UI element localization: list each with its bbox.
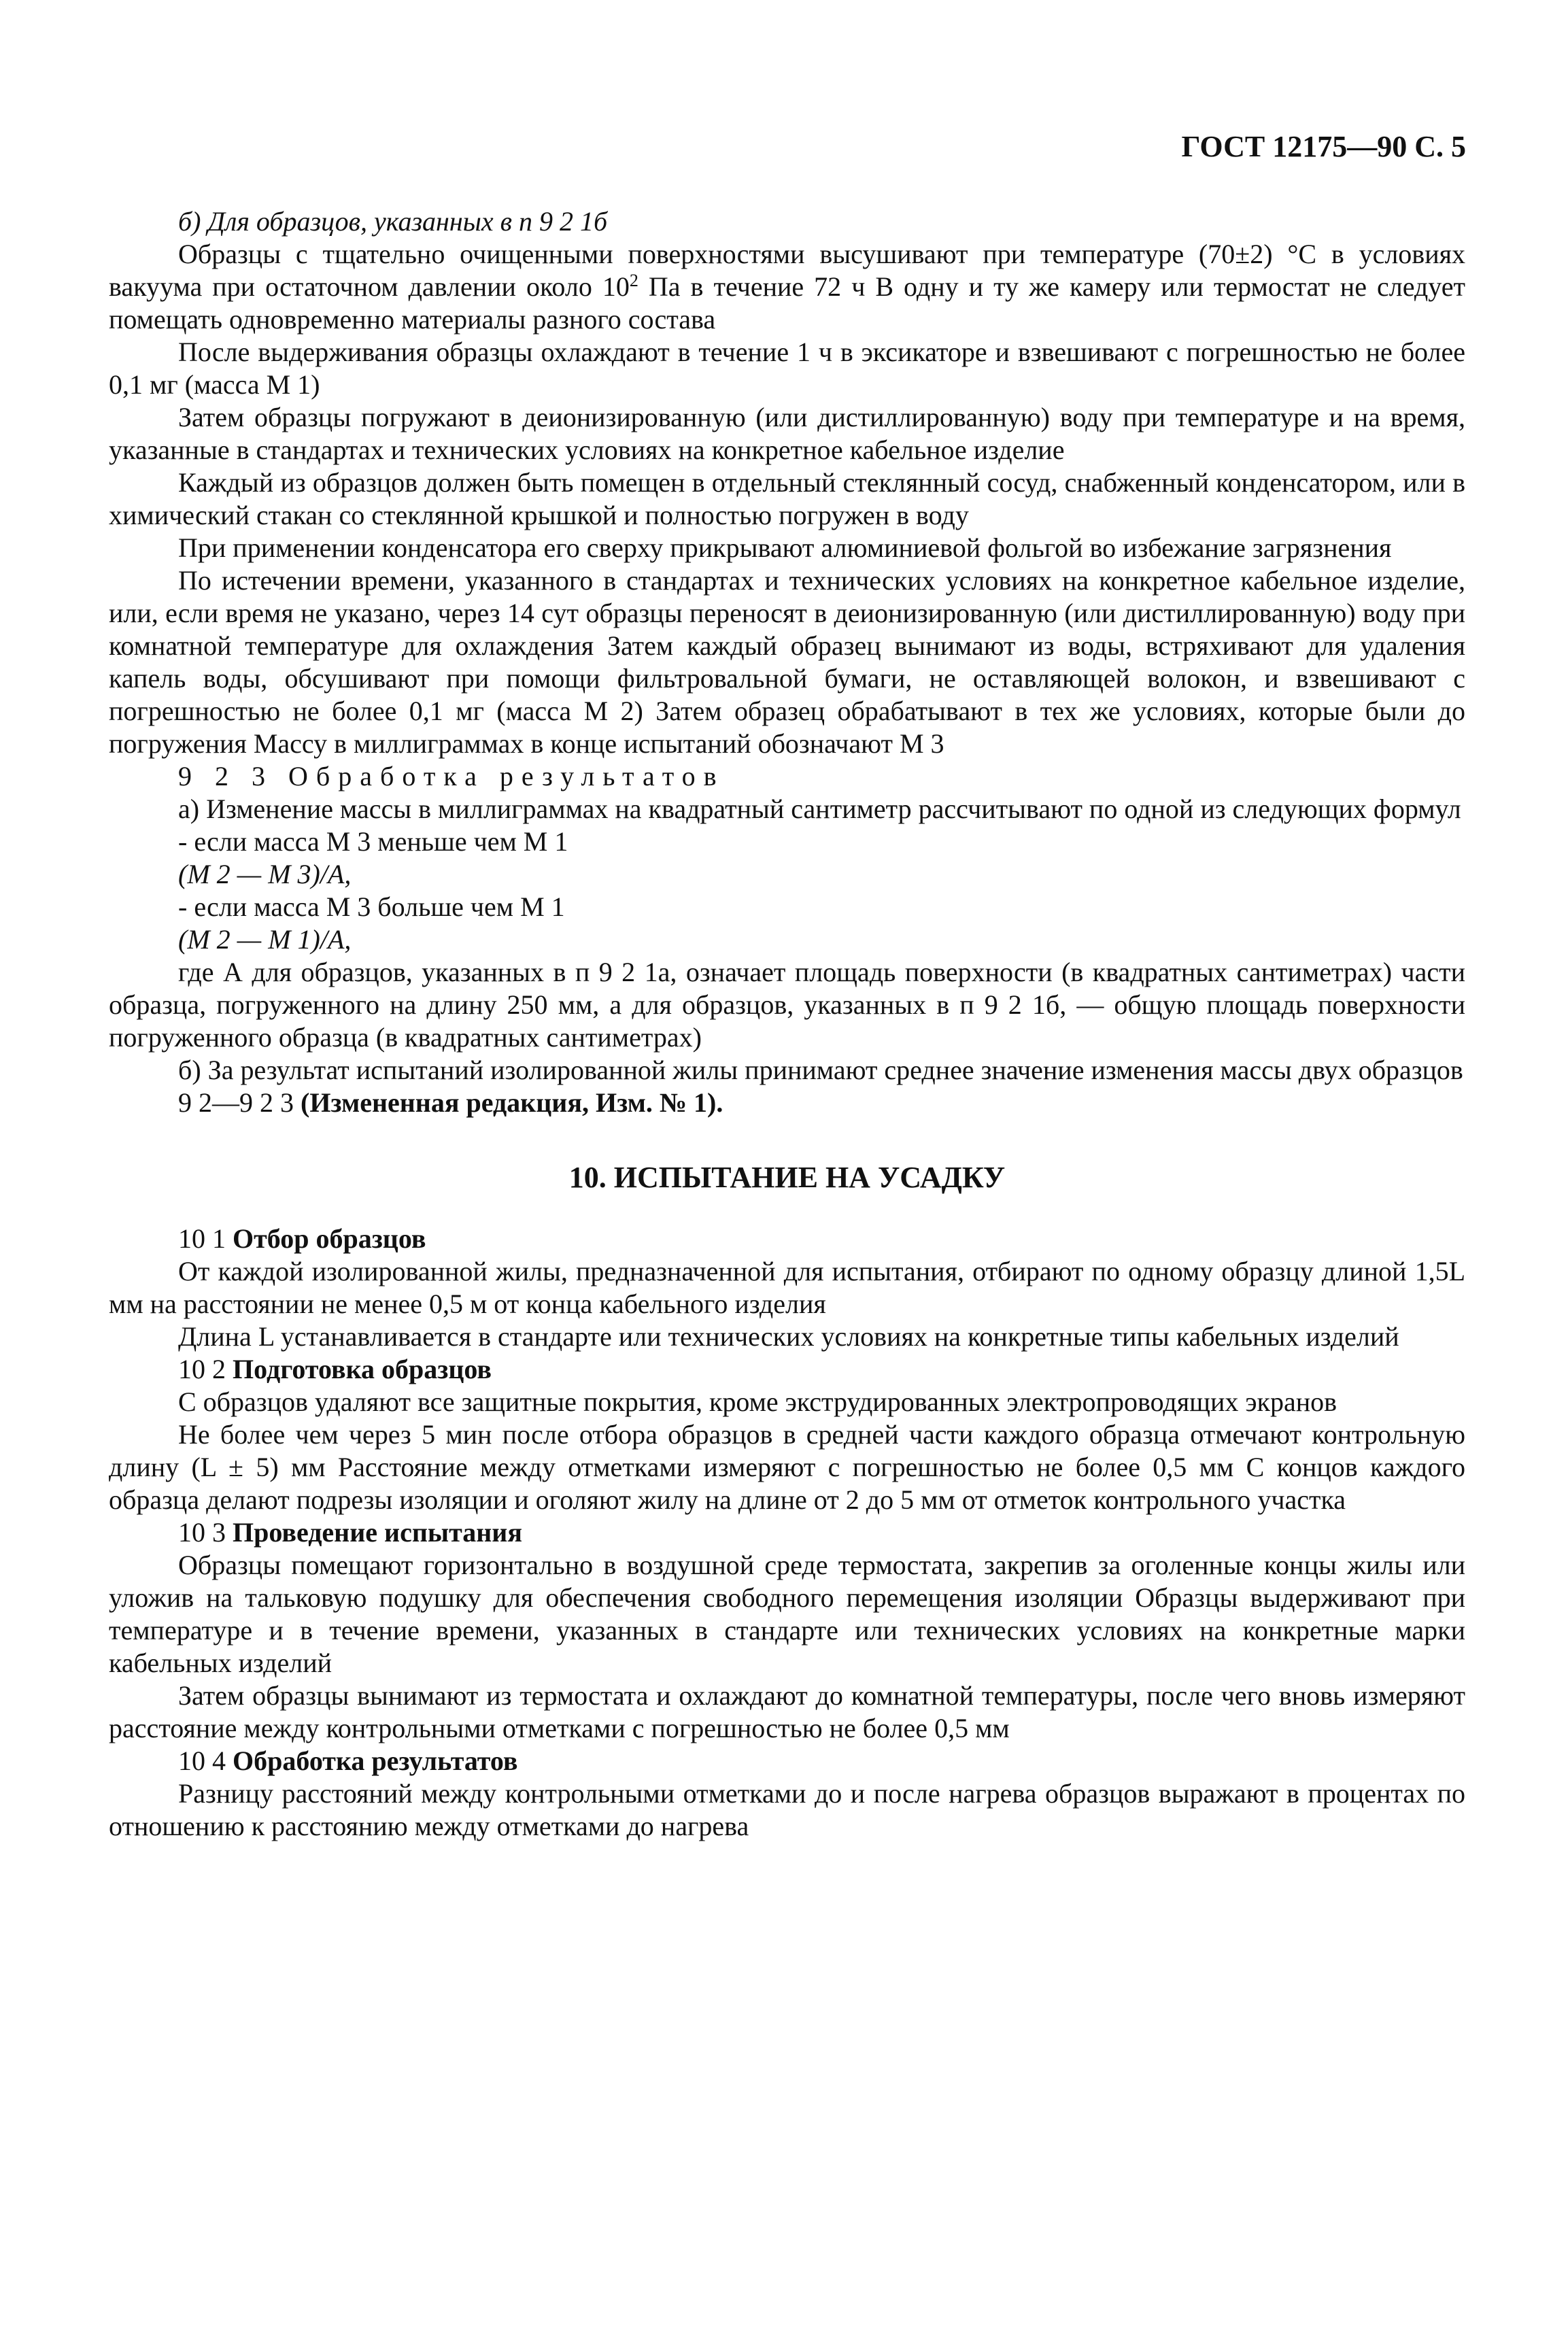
paragraph: Затем образцы погружают в деионизированную (или дистиллированную) воду при температуре и на время, указанные в стандартах и технических условиях на конкретное кабельное изделие: [109, 402, 1465, 465]
section-heading: Подготовка образцов: [233, 1354, 492, 1384]
edit-note: [109, 1087, 1465, 1119]
formula-1: (М 2 — М 3)/А,: [178, 859, 352, 889]
edit-number: 9 2—9 2 3: [178, 1087, 301, 1118]
paragraph: Не более чем через 5 мин после отбора образцов в средней части каждого образца отмечают контрольную длину (L ± 5) мм Расстояние между отметками измеряют с погрешностью не более 0,5 мм С концов каждого образца делают подрезы изоляции и оголяют жилу на длине от 2 до 5 мм от отметок контрольного участка: [109, 1419, 1465, 1515]
page-header: ГОСТ 12175—90 С. 5: [1181, 130, 1466, 163]
section-number: 10 3: [178, 1517, 233, 1548]
section-heading: Отбор образцов: [233, 1223, 426, 1254]
subsection-heading-101: [109, 1223, 1465, 1255]
subsection-heading-103: [109, 1516, 1465, 1549]
document-body: [109, 205, 1465, 1843]
subsection-b-title: б) Для образцов, указанных в п 9 2 1б: [178, 206, 608, 237]
section-number: 10 1: [178, 1223, 233, 1254]
paragraph: После выдерживания образцы охлаждают в течение 1 ч в эксикаторе и взвешивают с погрешностью не более 0,1 мг (масса М 1): [109, 337, 1465, 400]
paragraph: б) За результат испытаний изолированной жилы принимают среднее значение изменения массы двух образцов: [178, 1055, 1463, 1085]
paragraph: [109, 238, 1465, 336]
paragraph: где А для образцов, указанных в п 9 2 1а, означает площадь поверхности (в квадратных сантиметрах) части образца, погруженного на длину 250 мм, а для образцов, указанных в п 9 2 1б, — общую площадь поверхности погруженного образца (в квадратных сантиметрах): [109, 957, 1465, 1053]
paragraph: Затем образцы вынимают из термостата и охлаждают до комнатной температуры, после чего вновь измеряют расстояние между контрольными отметками с погрешностью не более 0,5 мм: [109, 1680, 1465, 1743]
paragraph: Длина L устанавливается в стандарте или технических условиях на конкретные типы кабельных изделий: [178, 1321, 1399, 1352]
text: Образцы с тщательно очищенными поверхностями высушивают при температуре (70±2) °С в условиях вакуума при остаточном давлении около 10: [109, 239, 1465, 302]
subsection-heading-923: 9 2 3 Обработка результатов: [178, 761, 725, 791]
section-number: 10 2: [178, 1354, 233, 1384]
section-heading: Обработка результатов: [233, 1745, 518, 1776]
subsection-heading-104: [109, 1745, 1465, 1777]
paragraph: С образцов удаляют все защитные покрытия, кроме экструдированных электропроводящих экранов: [178, 1386, 1337, 1417]
subsection-heading-102: [109, 1353, 1465, 1386]
section-heading: Проведение испытания: [233, 1517, 522, 1548]
formula-2: (М 2 — М 1)/А,: [178, 924, 352, 955]
section-number: 10 4: [178, 1745, 233, 1776]
edit-label: (Измененная редакция, Изм. № 1).: [301, 1087, 723, 1118]
section-10-title: 10. ИСПЫТАНИЕ НА УСАДКУ: [568, 1161, 1006, 1194]
paragraph: От каждой изолированной жилы, предназначенной для испытания, отбирают по одному образцу длиной 1,5L мм на расстоянии не менее 0,5 м от конца кабельного изделия: [109, 1256, 1465, 1319]
paragraph: При применении конденсатора его сверху прикрывают алюминиевой фольгой во избежание загрязнения: [178, 532, 1392, 563]
paragraph: Разницу расстояний между контрольными отметками до и после нагрева образцов выражают в процентах по отношению к расстоянию между отметками до нагрева: [109, 1778, 1465, 1841]
superscript: 2: [629, 271, 638, 290]
paragraph: Образцы помещают горизонтально в воздушной среде термостата, закрепив за оголенные концы жилы или уложив на тальковую подушку для обеспечения свободного перемещения изоляции Образцы выдерживают при температуре и в течение времени, указанных в стандарте или технических условиях на конкретные марки кабельных изделий: [109, 1550, 1465, 1678]
paragraph: а) Изменение массы в миллиграммах на квадратный сантиметр рассчитывают по одной из следующих формул: [178, 794, 1461, 824]
condition-line: - если масса М 3 больше чем М 1: [178, 891, 565, 922]
text: Па в течение 72 ч В одну и ту же камеру или термостат не следует помещать одновременно материалы разного состава: [109, 271, 1465, 335]
condition-line: - если масса М 3 меньше чем М 1: [178, 826, 568, 857]
paragraph: По истечении времени, указанного в стандартах и технических условиях на конкретное кабельное изделие, или, если время не указано, через 14 сут образцы переносят в деионизированную (или дистиллированную) воду при комнатной температуре для охлаждения Затем каждый образец вынимают из воды, встряхивают для удаления капель воды, обсушивают при помощи фильтровальной бумаги, не оставляющей волокон, и взвешивают с погрешностью не более 0,1 мг (масса М 2) Затем образец обрабатывают в тех же условиях, которые были до погружения Массу в миллиграммах в конце испытаний обозначают М 3: [109, 565, 1465, 759]
paragraph: Каждый из образцов должен быть помещен в отдельный стеклянный сосуд, снабженный конденсатором, или в химический стакан со стеклянной крышкой и полностью погружен в воду: [109, 467, 1465, 530]
